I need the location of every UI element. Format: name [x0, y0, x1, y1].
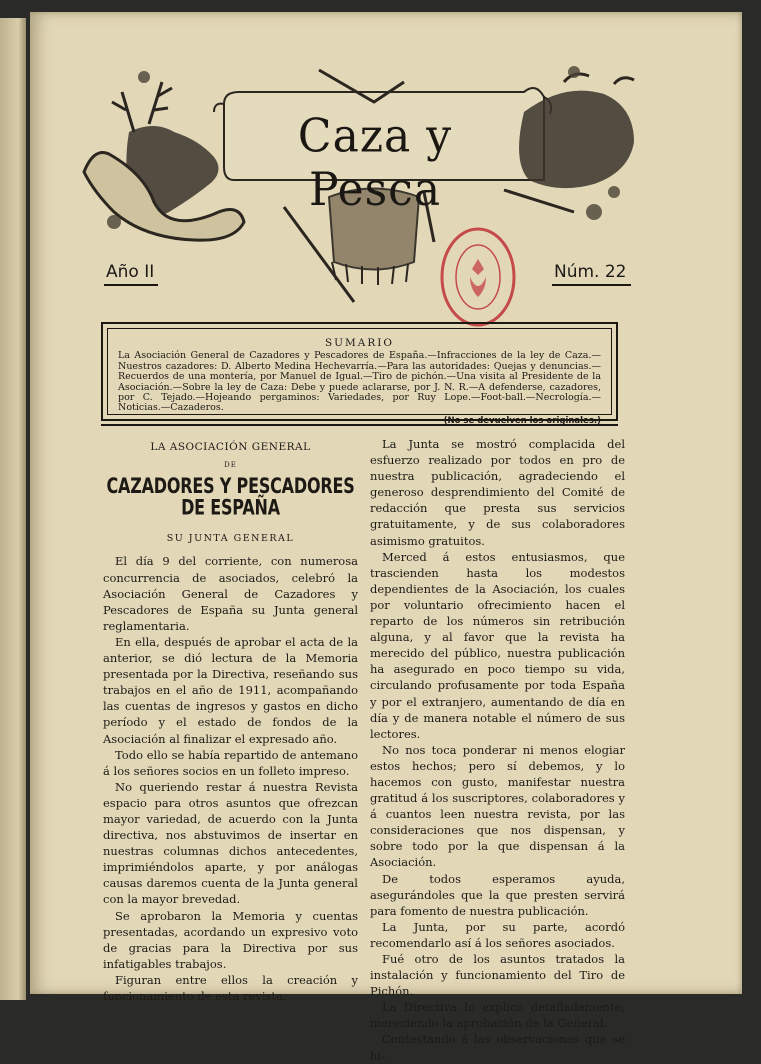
article-kicker-de: DE	[224, 461, 237, 470]
article-column-left	[103, 436, 358, 1004]
issue-number: Núm. 22	[552, 262, 631, 286]
paragraph: Figuran entre ellos la creación y funcionamiento de esta revista.	[103, 972, 358, 1003]
paragraph: Contestando á las observaciones que se hi-	[370, 1032, 625, 1063]
summary-note: (No se devuelven los originales.)	[443, 415, 601, 426]
paragraph: Se aprobaron la Memoria y cuentas presentadas, acordando un expresivo voto de gracias para la Directiva por sus infatigables trabajos.	[103, 908, 358, 971]
paragraph: No queriendo restar á nuestra Revista espacio para otros asuntos que ofrezcan mayor variedad, de acuerdo con la Junta directiva, nos abstuvimos de insertar en nuestras columnas dichos antecedentes, imprimiéndolos aparte, y por análogas causas daremos cuenta de la Junta general con la mayor brevedad.	[103, 779, 358, 907]
paragraph: Todo ello se había repartido de antemano á los señores socios en un folleto impreso.	[103, 747, 358, 778]
library-stamp-seal	[438, 225, 518, 329]
paragraph: De todos esperamos ayuda, asegurándoles que la que presten servirá para fomento de nuestra publicación.	[370, 871, 625, 918]
paragraph: El día 9 del corriente, con numerosa concurrencia de asociados, celebró la Asociación General de Cazadores y Pescadores de España su Junta general reglamentaria.	[103, 554, 358, 633]
paragraph: La Directiva lo explicó detalladamente, mereciendo la aprobación de la General.	[370, 1000, 625, 1031]
paragraph: No nos toca ponderar ni menos elogiar estos hechos; pero sí debemos, y lo hacemos con gusto, manifestar nuestra gratitud á los suscriptores, colaboradores y á cuantos leen nuestra revista, por las consideraciones que nos dispensan, y sobre todo por la que dispensan á la Asociación.	[370, 742, 625, 870]
masthead-title: Caza y Pesca	[297, 109, 453, 217]
paragraph: En ella, después de aprobar el acta de la anterior, se dió lectura de la Memoria presentada por la Directiva, reseñando sus trabajos en el año de 1911, acompañando las cuentas de ingresos y gastos en dicho período y el estado de fondos de la Asociación al finalizar el expresado año.	[103, 634, 358, 746]
left-page-edge	[0, 18, 26, 1000]
paragraph: Fué otro de los asuntos tratados la instalación y funcionamiento del Tiro de Pichón.	[370, 952, 625, 999]
paragraph: La Junta, por su parte, acordó recomendarlo así á los señores asociados.	[370, 919, 625, 950]
article-column-right	[370, 436, 625, 1064]
section-rule	[101, 424, 618, 426]
year-label: Año II	[104, 262, 158, 286]
article-headline: CAZADORES Y PESCADORES DE ESPAÑA	[106, 472, 355, 521]
summary-heading: SUMARIO	[324, 337, 395, 349]
paragraph: Merced á estos entusiasmos, que trascienden hasta los modestos dependientes de la Asociación, los cuales por voluntario ofrecimiento hacen el reparto de los números sin retribución alguna, y al favor que la revista ha merecido del público, nuestra publicación ha asegurado en poco tiempo su vida, circulando profusamente por toda España y por el extranjero, aumentando de día en día y de manera notable el número de sus lectores.	[370, 549, 625, 741]
paragraph: La Junta se mostró complacida del esfuerzo realizado por todos en pro de nuestra publicación, agradeciendo el generoso desprendimiento del Comité de redacción que presta sus servicios gratuitamente, y de sus colaboradores asimismo gratuitos.	[370, 437, 625, 548]
summary-box	[101, 322, 618, 426]
summary-text: La Asociación General de Cazadores y Pescadores de España.—Infracciones de la ley de Caza.—Nuestros cazadores: D. Alberto Medina Hechevarría.—Para las autoridades: Quejas y denuncias.—Recuerdos de una montería, por Manuel de Igual.—Tiro de pichón.—Una visita al Presidente de la Asociación.—Sobre la ley de Caza: Debe y puede aclararse, por J. N. R.—A defenderse, cazadores, por C. Tejado.—Hojeando pergaminos: Variedades, por Ruy Lope.—Foot-ball.—Necrología.—Noticias.—Cazaderos.	[118, 350, 601, 414]
article-subhead: SU JUNTA GENERAL	[166, 533, 295, 545]
article-kicker: LA ASOCIACIÓN GENERAL	[150, 441, 311, 453]
